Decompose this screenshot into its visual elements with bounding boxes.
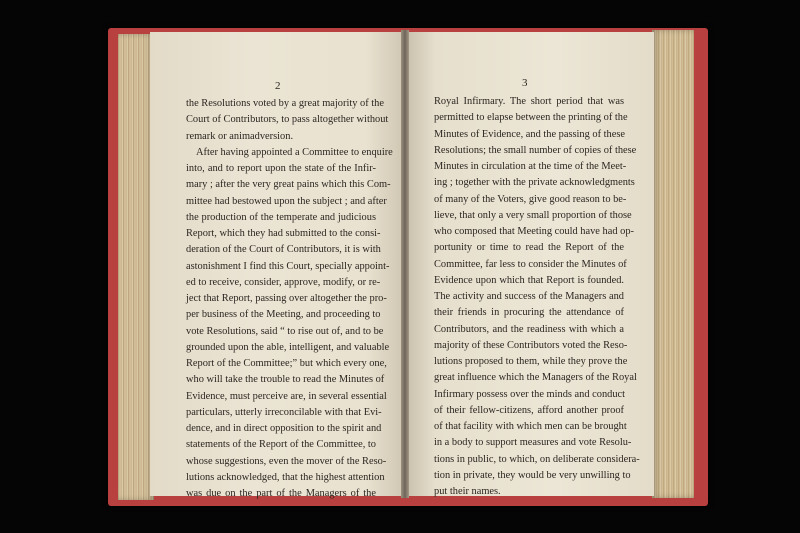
text-line: tions in public, to which, on deliberate considera-	[434, 453, 640, 465]
text-line: per business of the Meeting, and proceeding to	[186, 309, 381, 321]
text-line: astonishment I find this Court, specially appoint-	[186, 260, 390, 272]
text-line: was due on the part of the Managers of the	[186, 488, 376, 499]
text-line: great influence which the Managers of the Royal	[434, 372, 637, 384]
text-line: The activity and success of the Managers and	[434, 291, 624, 302]
page-number-left: 2	[275, 80, 281, 92]
text-line: into, and to report upon the state of the Infir-	[186, 163, 376, 174]
text-line: Minutes in circulation at the time of the Meet-	[434, 161, 627, 172]
text-line: majority of these Contributors voted the Reso-	[434, 339, 628, 351]
text-line: Infirmary possess over the minds and conduct	[434, 388, 626, 400]
text-line: lutions acknowledged, that the highest attention	[186, 471, 385, 483]
text-line: lutions proposed to them, while they prove the	[434, 356, 628, 367]
text-line: ject that Report, passing over altogether the pro-	[186, 293, 387, 304]
text-line: Minutes of Evidence, and the passing of these	[434, 128, 626, 140]
text-line: Evidence, must perceive are, in several essential	[186, 390, 387, 402]
text-line: portunity or time to read the Report of the	[434, 242, 624, 254]
right-page-text	[434, 94, 640, 500]
text-line: of their fellow-citizens, afford another proof	[434, 404, 624, 416]
text-line: the production of the temperate and judicious	[186, 211, 376, 223]
text-line: of that facility with which men can be brought	[434, 421, 627, 432]
text-line: tion in private, they would be very unwilling to	[434, 469, 631, 481]
text-line: in a body to support measures and vote Resolu-	[434, 437, 632, 449]
page-edges-left	[118, 34, 154, 500]
text-line: whose suggestions, even the mover of the Reso-	[186, 455, 387, 467]
text-line: statements of the Report of the Committee, to	[186, 439, 376, 451]
text-line: particulars, utterly irreconcilable with that Evi-	[186, 406, 382, 418]
text-line: Resolutions; the small number of copies of these	[434, 144, 637, 156]
text-line: Committee, far less to consider the Minutes of	[434, 258, 627, 270]
page-number-right: 3	[522, 77, 528, 89]
left-page-text	[186, 96, 393, 502]
text-line: who will take the trouble to read the Minutes of	[186, 374, 385, 386]
page-edges-right	[652, 30, 694, 498]
text-line: dence, and in direct opposition to the spirit and	[186, 423, 382, 434]
text-line: permitted to elapse between the printing of the	[434, 112, 628, 124]
text-line: grounded upon the able, intelligent, and valuable	[186, 341, 390, 353]
text-line: Evidence upon which that Report is founded.	[434, 274, 624, 286]
text-line: Royal Infirmary. The short period that was	[434, 96, 624, 107]
text-line: After having appointed a Committee to enquire	[196, 146, 393, 158]
text-line: deration of the Court of Contributors, it is with	[186, 244, 381, 256]
text-line: who composed that Meeting could have had op-	[434, 226, 634, 237]
text-line: the Resolutions voted by a great majority of the	[186, 98, 384, 109]
text-line: vote Resolutions, said “ to rise out of, and to be	[186, 325, 384, 337]
text-line: Court of Contributors, to pass altogether without	[186, 114, 389, 126]
text-line: put their names.	[434, 486, 501, 497]
text-line: of many of the Voters, give good reason to be-	[434, 193, 627, 205]
text-line: Contributors, and the readiness with which a	[434, 323, 624, 335]
text-line: Report, which they had submitted to the consi-	[186, 228, 381, 239]
text-line: Report of the Committee;” but which every one,	[186, 358, 387, 369]
text-line: their friends in procuring the attendance of	[434, 307, 624, 319]
text-line: mittee had bestowed upon the subject ; and after	[186, 195, 387, 207]
text-line: mary ; after the very great pains which this Com-	[186, 179, 391, 191]
text-line: ing ; together with the private acknowledgments	[434, 177, 635, 189]
text-line: lieve, that only a very small proportion of those	[434, 209, 632, 221]
text-line: remark or animadversion.	[186, 130, 294, 142]
book-gutter	[401, 30, 409, 498]
text-line: ed to receive, consider, approve, modify, or re-	[186, 276, 381, 288]
